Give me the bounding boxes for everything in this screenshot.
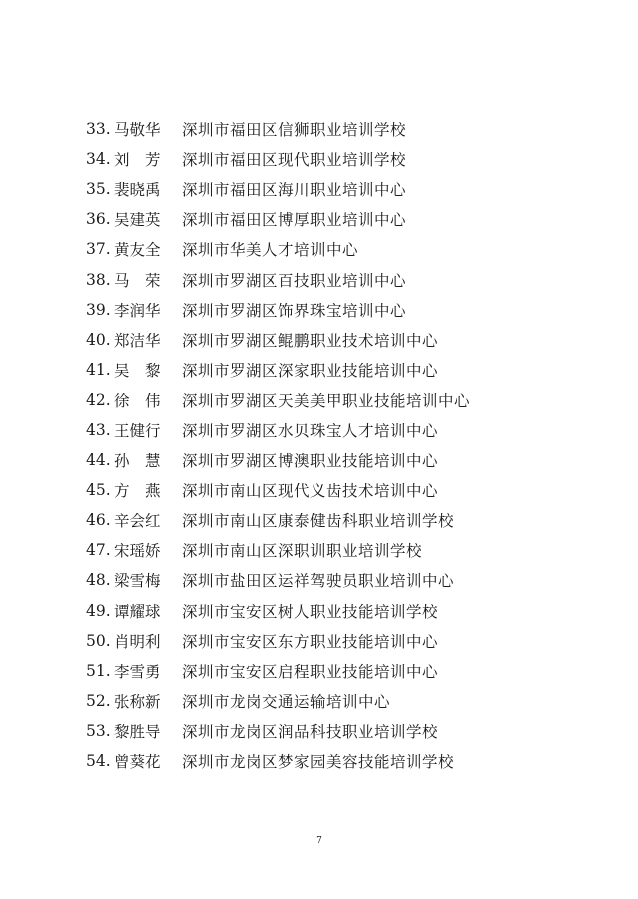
- list-item: [86, 114, 470, 144]
- item-number: 38.: [86, 270, 111, 289]
- list-item: [86, 686, 470, 716]
- item-number: 46.: [86, 511, 111, 530]
- item-number: 36.: [86, 210, 111, 229]
- organization-name: 深圳市宝安区树人职业技能培训学校: [182, 602, 439, 621]
- item-number: 47.: [86, 541, 111, 560]
- list-item: [86, 204, 470, 234]
- list-item: [86, 325, 470, 355]
- list-item: [86, 445, 470, 475]
- item-number: 42.: [86, 390, 111, 409]
- list-item: [86, 385, 470, 415]
- list-item: [86, 475, 470, 505]
- organization-name: 深圳市南山区深职训职业培训学校: [182, 542, 423, 561]
- list-item: [86, 716, 470, 746]
- organization-name: 深圳市南山区现代义齿技术培训中心: [182, 482, 439, 501]
- organization-name: 深圳市南山区康泰健齿科职业培训学校: [182, 512, 455, 531]
- item-number: 37.: [86, 240, 111, 259]
- item-number: 45.: [86, 481, 111, 500]
- person-name: 吴建英: [114, 211, 161, 230]
- item-number: 51.: [86, 661, 111, 680]
- list-item: [86, 355, 470, 385]
- list-item: [86, 596, 470, 626]
- person-name: 谭耀球: [114, 602, 161, 621]
- item-number: 53.: [86, 721, 111, 740]
- organization-name: 深圳市罗湖区饰界珠宝培训中心: [182, 301, 407, 320]
- item-number: 50.: [86, 631, 111, 650]
- organization-name: 深圳市罗湖区百技职业培训中心: [182, 271, 407, 290]
- person-name: 黎胜导: [114, 722, 161, 741]
- item-number: 40.: [86, 330, 111, 349]
- list-item: [86, 656, 470, 686]
- organization-name: 深圳市龙岗区润品科技职业培训学校: [182, 722, 439, 741]
- organization-name: 深圳市龙岗交通运输培训中心: [182, 692, 391, 711]
- name-list: [86, 114, 470, 776]
- item-number: 41.: [86, 360, 111, 379]
- organization-name: 深圳市福田区海川职业培训中心: [182, 181, 407, 200]
- list-item: [86, 565, 470, 595]
- list-item: [86, 415, 470, 445]
- item-number: 43.: [86, 420, 111, 439]
- list-item: [86, 144, 470, 174]
- list-item: [86, 746, 470, 776]
- person-name: 李雪勇: [114, 662, 161, 681]
- item-number: 33.: [86, 120, 111, 139]
- item-number: 48.: [86, 571, 111, 590]
- person-name: 马敬华: [114, 121, 161, 140]
- page-number: 7: [316, 836, 322, 846]
- person-name: 李润华: [114, 301, 161, 320]
- person-name: 裴晓禹: [114, 181, 161, 200]
- list-item: [86, 505, 470, 535]
- list-item: [86, 174, 470, 204]
- list-item: [86, 295, 470, 325]
- organization-name: 深圳市龙岗区梦家园美容技能培训学校: [182, 753, 455, 772]
- person-name: 黄友全: [114, 241, 161, 260]
- person-name: 孙 慧: [114, 452, 161, 471]
- person-name: 王健行: [114, 421, 161, 440]
- organization-name: 深圳市盐田区运祥驾驶员职业培训中心: [182, 572, 455, 591]
- list-item: [86, 264, 470, 294]
- item-number: 39.: [86, 300, 111, 319]
- item-number: 44.: [86, 451, 111, 470]
- person-name: 宋瑶娇: [114, 542, 161, 561]
- item-number: 34.: [86, 150, 111, 169]
- person-name: 刘 芳: [114, 151, 161, 170]
- organization-name: 深圳市宝安区启程职业技能培训中心: [182, 662, 439, 681]
- person-name: 张称新: [114, 692, 161, 711]
- organization-name: 深圳市福田区现代职业培训学校: [182, 151, 407, 170]
- list-item: [86, 535, 470, 565]
- person-name: 肖明利: [114, 632, 161, 651]
- organization-name: 深圳市罗湖区博澳职业技能培训中心: [182, 452, 439, 471]
- item-number: 49.: [86, 601, 111, 620]
- person-name: 辛会红: [114, 512, 161, 531]
- person-name: 方 燕: [114, 482, 161, 501]
- person-name: 曾葵花: [114, 753, 161, 772]
- list-item: [86, 626, 470, 656]
- person-name: 梁雪梅: [114, 572, 161, 591]
- organization-name: 深圳市福田区博厚职业培训中心: [182, 211, 407, 230]
- list-item: [86, 234, 470, 264]
- person-name: 郑洁华: [114, 331, 161, 350]
- organization-name: 深圳市罗湖区天美美甲职业技能培训中心: [182, 391, 471, 410]
- item-number: 54.: [86, 752, 111, 771]
- item-number: 35.: [86, 180, 111, 199]
- organization-name: 深圳市罗湖区水贝珠宝人才培训中心: [182, 421, 439, 440]
- organization-name: 深圳市罗湖区深家职业技能培训中心: [182, 361, 439, 380]
- organization-name: 深圳市福田区信狮职业培训学校: [182, 121, 407, 140]
- item-number: 52.: [86, 691, 111, 710]
- person-name: 马 荣: [114, 271, 161, 290]
- organization-name: 深圳市罗湖区鲲鹏职业技术培训中心: [182, 331, 439, 350]
- person-name: 吴 黎: [114, 361, 161, 380]
- person-name: 徐 伟: [114, 391, 161, 410]
- organization-name: 深圳市宝安区东方职业技能培训中心: [182, 632, 439, 651]
- organization-name: 深圳市华美人才培训中心: [182, 241, 359, 260]
